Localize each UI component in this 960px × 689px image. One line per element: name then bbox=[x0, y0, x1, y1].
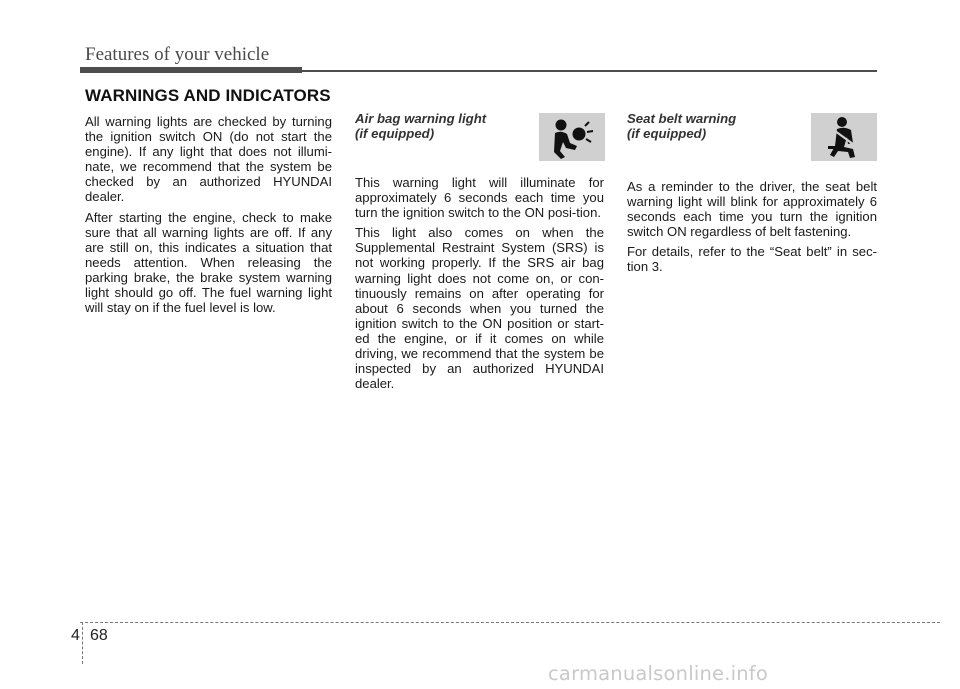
intro-paragraph-1: All warning lights are checked by turning the ignition switch ON (do not start the engine). If any light that does not illumi-nate, we recommend that the system be checked by an authorized HYUNDAI dealer. bbox=[85, 114, 332, 205]
page-number: 68 bbox=[90, 627, 108, 644]
seatbelt-warning-icon bbox=[811, 113, 877, 161]
header-rule bbox=[302, 70, 877, 72]
airbag-paragraph-2: This light also comes on when the Supplemental Restraint System (SRS) is not working properly. If the SRS air bag warning light does not come on, or con-tinuously remains on after operating for about 6 seconds when you turned the ignition switch to the ON position or start-ed the engine, or if it comes on while driving, we recommend that the system be inspected by an authorized HYUNDAI dealer. bbox=[355, 225, 604, 392]
watermark: carmanualsonline.info bbox=[548, 662, 768, 685]
page-header-title: Features of your vehicle bbox=[85, 44, 270, 65]
airbag-heading-title: Air bag warning light bbox=[355, 111, 487, 126]
seatbelt-paragraph-1: As a reminder to the driver, the seat belt warning light will blink for approximately 6 seconds each time you turn the ignition switch ON regardless of belt fastening. bbox=[627, 179, 877, 240]
intro-paragraph-2: After starting the engine, check to make sure that all warning lights are off. If any are still on, this indicates a situation that needs attention. When releasing the parking brake, the brake system warning light should go off. The fuel warning light will stay on if the fuel level is low. bbox=[85, 209, 332, 316]
chapter-number: 4 bbox=[71, 627, 80, 644]
footer-rule bbox=[80, 622, 940, 623]
seatbelt-heading-qualifier: (if equipped) bbox=[627, 125, 707, 141]
section-heading: WARNINGS AND INDICATORS bbox=[85, 86, 331, 105]
airbag-heading bbox=[355, 112, 525, 141]
airbag-heading-qualifier: (if equipped) bbox=[355, 125, 435, 141]
seatbelt-body bbox=[627, 179, 877, 280]
seatbelt-heading-title: Seat belt warning bbox=[627, 111, 737, 126]
airbag-warning-icon bbox=[539, 113, 605, 161]
seatbelt-paragraph-2: For details, refer to the “Seat belt” in sec-tion 3. bbox=[627, 244, 877, 275]
footer-divider bbox=[82, 622, 83, 664]
intro-column bbox=[85, 114, 332, 320]
header-bar bbox=[80, 67, 302, 73]
seatbelt-heading bbox=[627, 112, 797, 141]
airbag-paragraph-1: This warning light will illuminate for approximately 6 seconds each time you turn the ignition switch to the ON posi-tion. bbox=[355, 175, 604, 221]
airbag-body bbox=[355, 175, 604, 396]
